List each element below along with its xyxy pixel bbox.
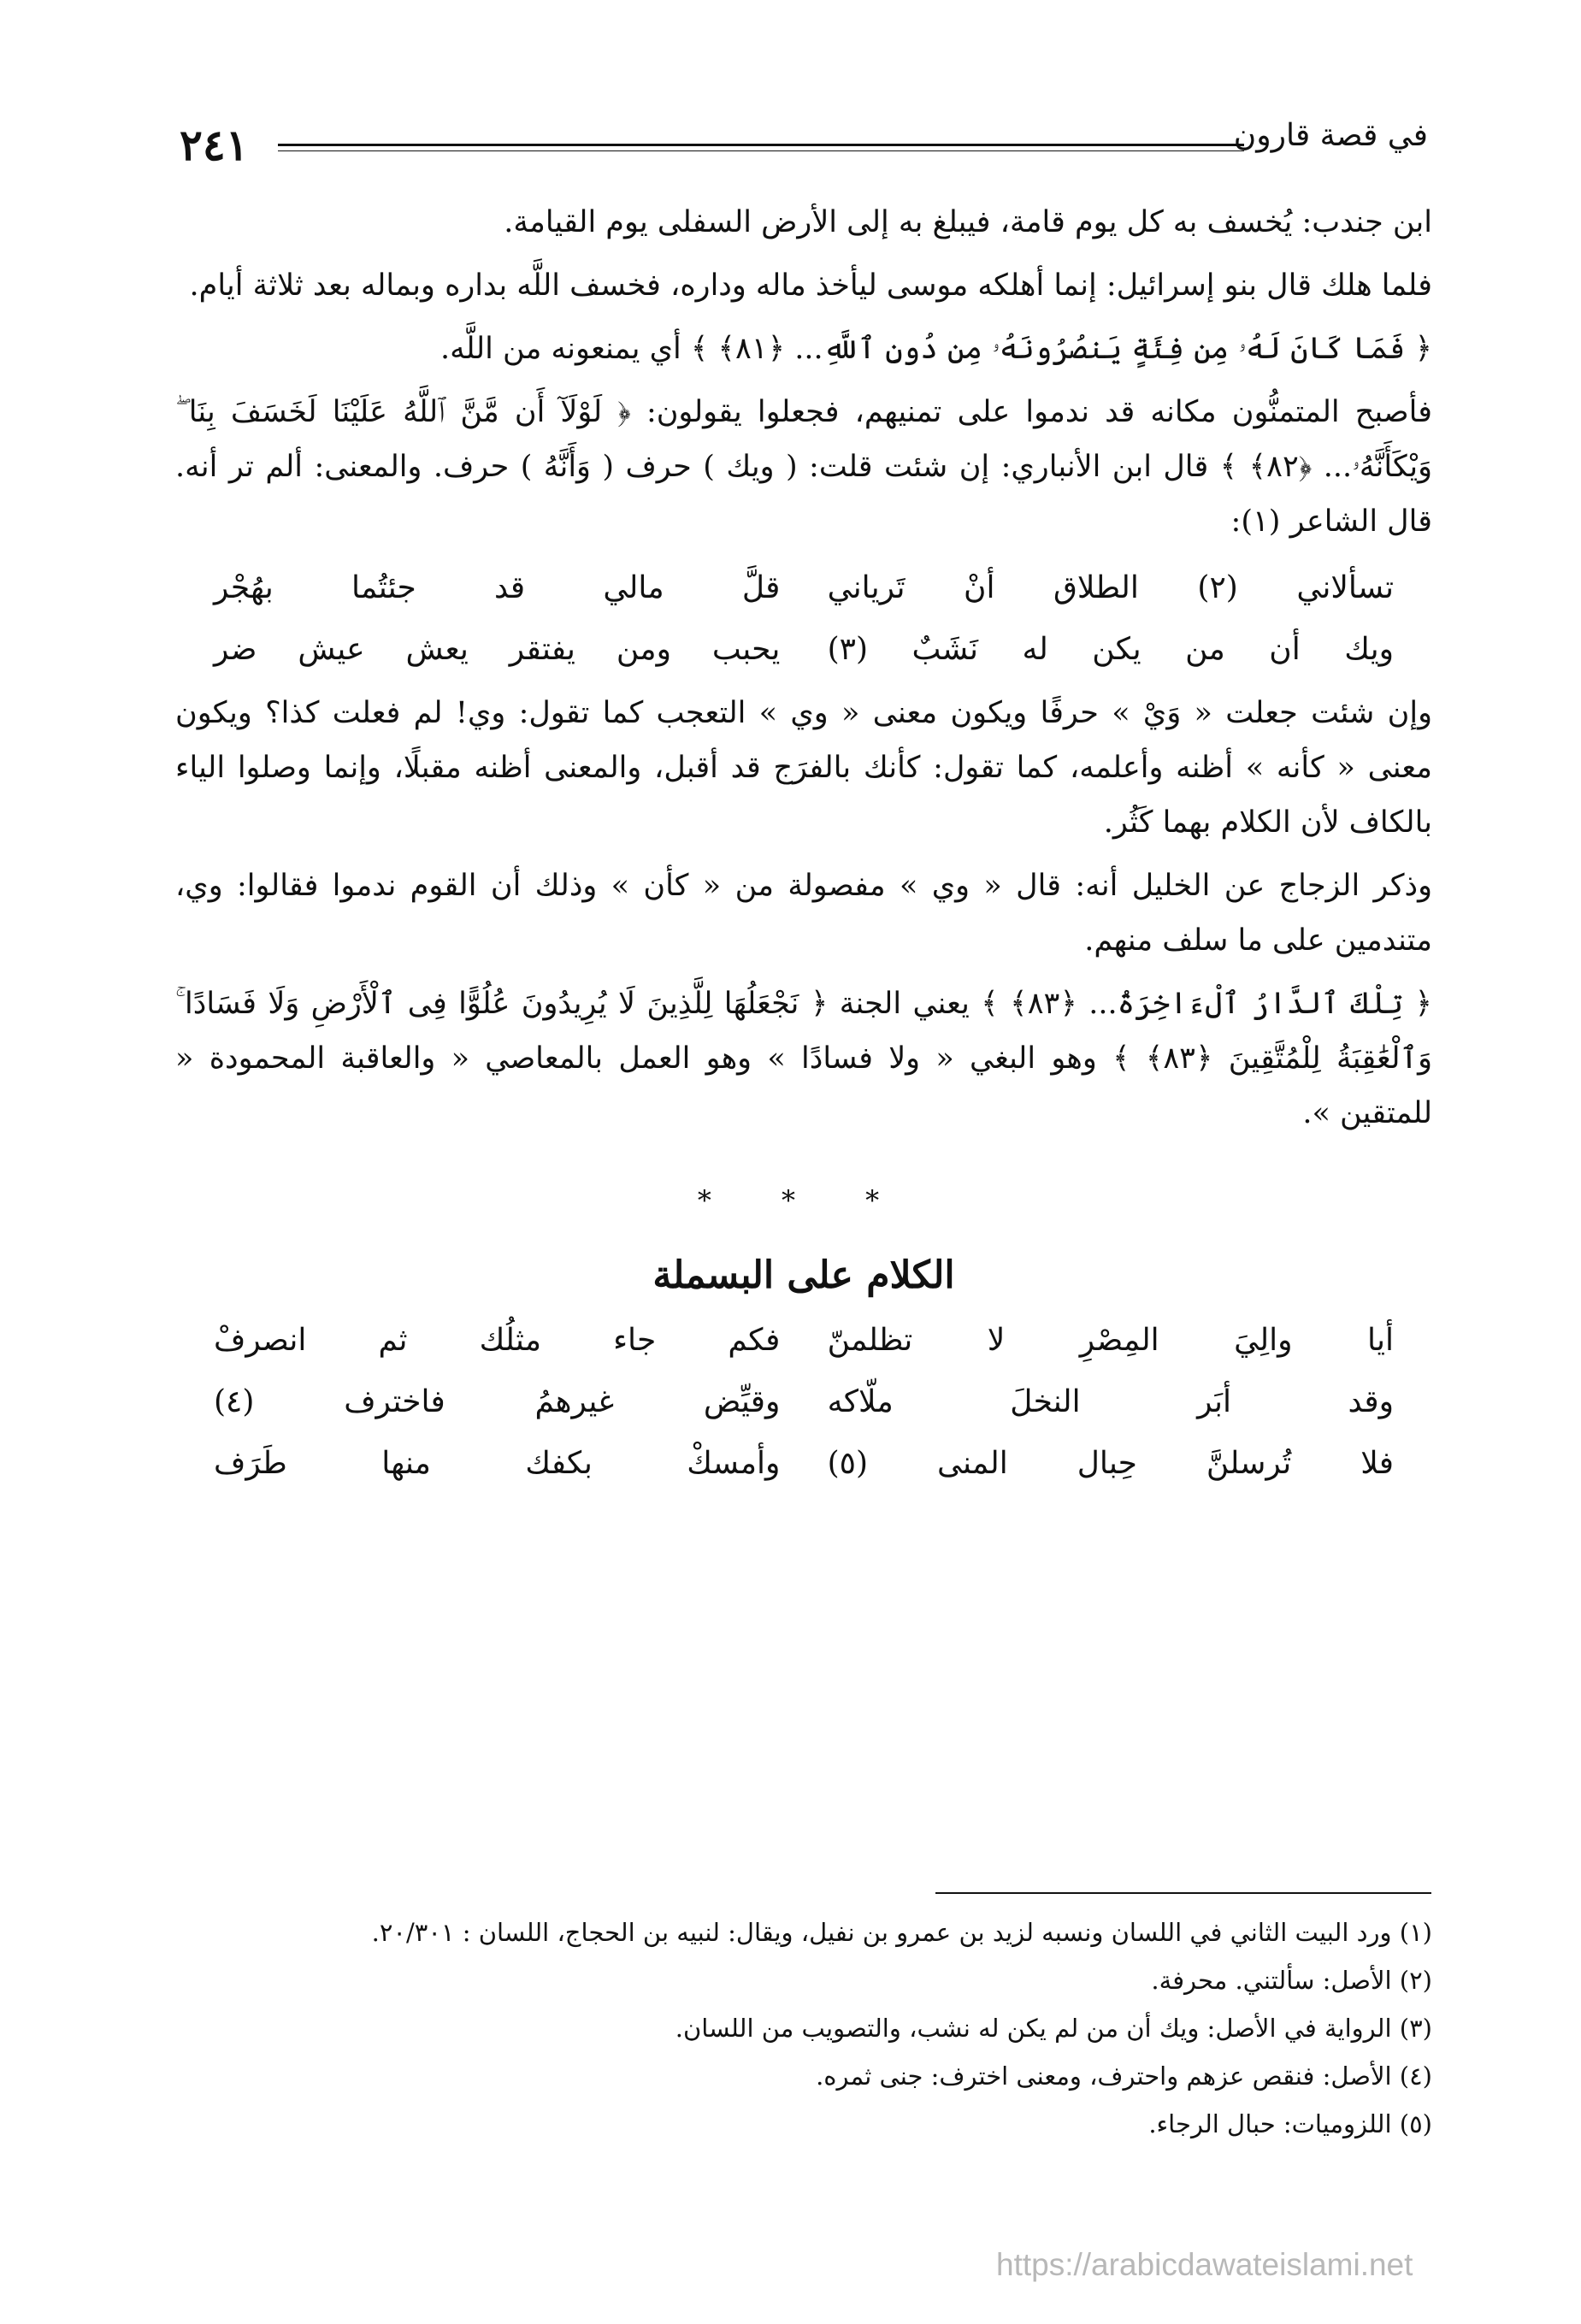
hemistich-second: يحبب ومن يفتقر يعش عيش ضر [214,632,781,667]
footnote: (٤) الأصل: فنقص عزهم واحترف، ومعنى اخترف: جنى ثمره. [816,2062,1432,2091]
hemistich-second: وأمسكْ بكفك منها طَرَف [214,1446,781,1481]
paragraph: وذكر الزجاج عن الخليل أنه: قال « وي » مفصولة من « كأن » وذلك أن القوم ندموا فقالوا: وي، متندمين على ما سلف منهم. [175,869,1432,958]
poem-verse [214,1371,1394,1433]
running-header [171,118,1428,178]
section-heading: الكلام على البسملة [652,1253,955,1297]
header-rule [278,144,1244,151]
paragraph: فأصبح المتمنُّون مكانه قد ندموا على تمنيهم، فجعلوا يقولون: ﴿ لَوْلَآ أَن مَّنَّ ٱللَّهُ عَلَيْنَا لَخَسَفَ بِنَا ۖ وَيْكَأَنَّهُۥ... ﴿٨٢﴾ ﴾ قال ابن الأنباري: إن شئت قلت: ( ويك ) حرف ( وَأَنَّهُ ) حرف. والمعنى: ألم تر أنه. قال الشاعر (١): [175,395,1433,539]
paragraph: وإن شئت جعلت « وَيْ » حرفًا ويكون معنى « وي » التعجب كما تقول: وي! لم فعلت كذا؟ ويكون معنى « كأنه » أظنه وأعلمه، كما تقول: كأنك بالفرَج قد أقبل، والمعنى أظنه مقبلًا، وإنما وصلوا الياء بالكاف لأن الكلام بهما كَثُر. [175,696,1432,840]
paragraph-quran: ﴿ فَمَا كَانَ لَهُۥ مِن فِئَةٍ يَنصُرُونَهُۥ مِن دُونِ ٱللَّهِ... ﴿٨١﴾ ﴾ أي يمنعونه من اللَّه. [439,332,1432,366]
paragraph: ابن جندب: يُخسف به كل يوم قامة، فيبلغ به إلى الأرض السفلى يوم القيامة. [504,205,1432,239]
footnote: (٣) الرواية في الأصل: ويك أن من لم يكن له نشب، والتصويب من اللسان. [675,2014,1432,2043]
footnote-divider [935,1892,1431,1894]
page-number: ٢٤١ [180,120,249,170]
footnote: (٥) اللزوميات: حبال الرجاء. [1148,2109,1432,2138]
poem-verse [214,1310,1394,1371]
poem-block [214,557,1394,681]
hemistich-second: قلَّ مالي قد جئتُما بهُجْر [214,570,781,605]
section-separator: * * * [697,1184,911,1217]
footnotes [175,1908,1432,2148]
hemistich-first: تسألاني (٢) الطلاق أنْ تَرياني [827,570,1394,605]
hemistich-first: أيا والِيَ المِصْرِ لا تظلمنّ [827,1323,1394,1358]
paragraph: فلما هلك قال بنو إسرائيل: إنما أهلكه موسى ليأخذ ماله وداره، فخسف اللَّه بداره وبماله بعد ثلاثة أيام. [189,268,1432,303]
poem-block [214,1310,1394,1495]
hemistich-second: وقيِّض غيرهمُ فاخترف (٤) [214,1384,781,1419]
footnote: (٢) الأصل: سألتني. محرفة. [1151,1966,1432,1995]
hemistich-second: فكم جاء مثلُك ثم انصرفْ [214,1323,781,1358]
chapter-title: في قصة قارون [1233,118,1428,153]
main-text [175,195,1432,1500]
hemistich-first: وقد أبَر النخلَ ملّاكه [827,1384,1394,1419]
poem-verse [214,557,1394,619]
footnote: (١) ورد البيت الثاني في اللسان ونسبه لزيد بن عمرو بن نفيل، ويقال: لنبيه بن الحجاج، اللسان : ٢٠/٣٠١. [371,1918,1432,1947]
poem-verse [214,1433,1394,1495]
hemistich-first: فلا تُرسلنَّ حِبال المنى (٥) [827,1446,1394,1481]
paragraph-quran: ﴿ تِلْكَ ٱلدَّارُ ٱلْءَاخِرَةُ... ﴿٨٣﴾ ﴾ يعني الجنة ﴿ نَجْعَلُهَا لِلَّذِينَ لَا يُرِيدُونَ عُلُوًّا فِى ٱلْأَرْضِ وَلَا فَسَادًا ۚ وَٱلْعَٰقِبَةُ لِلْمُتَّقِينَ ﴿٨٣﴾ ﴾ وهو البغي « ولا فسادًا » وهو العمل بالمعاصي « والعاقبة المحمودة « للمتقين ». [175,987,1433,1130]
poem-verse [214,619,1394,681]
watermark-url: https://arabicdawateislami.net [996,2247,1413,2282]
hemistich-first: ويك أن من يكن له نَشَبٌ (٣) [827,632,1394,667]
